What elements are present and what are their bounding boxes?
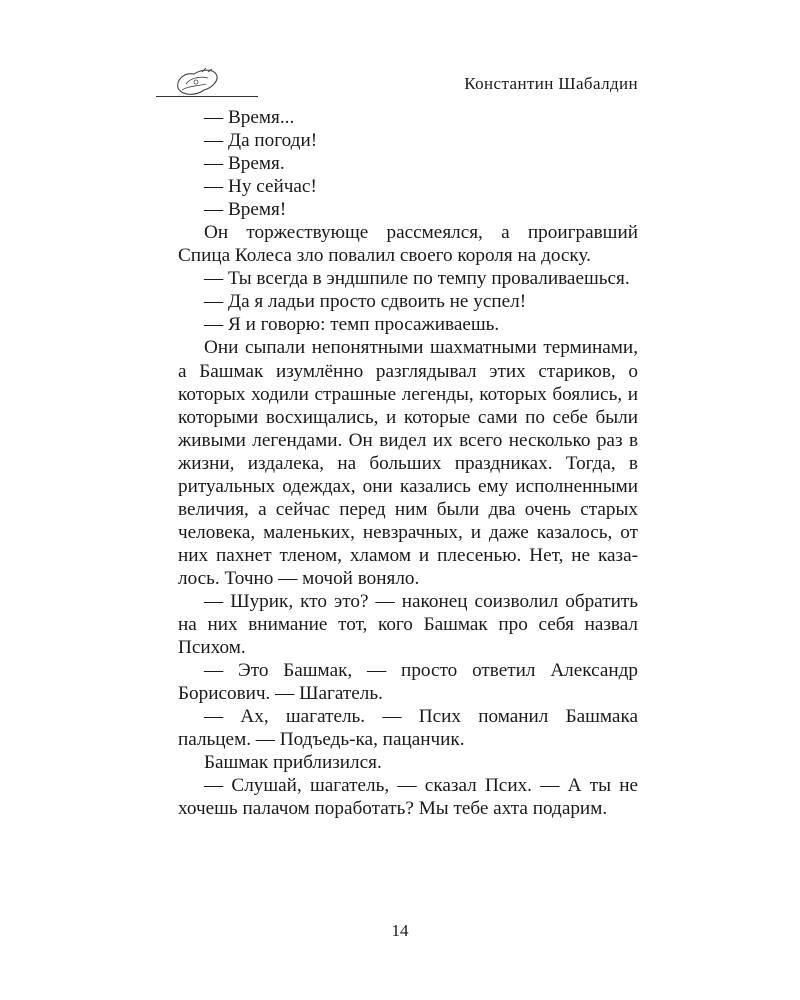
paragraph: — Да я ладьи просто сдвоить не успел!: [204, 291, 527, 313]
publisher-logo-icon: [172, 66, 222, 100]
paragraph: — Шурик, кто это? — наконец соизволил обратить на них внимание тот, кого Башмак про себя назвал Психом.: [178, 590, 638, 659]
paragraph: Он торжествующе рассмеялся, а проигравший Спица Колеса зло повалил своего короля на доску.: [178, 222, 638, 267]
paragraph: — Время...: [204, 107, 295, 128]
paragraph: Башмак приблизился.: [204, 752, 382, 774]
paragraph: — Да погоди!: [204, 130, 318, 152]
paragraph: — Ты всегда в эндшпиле по темпу проваливаешься.: [204, 268, 630, 290]
header-rule: [156, 96, 258, 97]
paragraph: — Я и говорю: темп просаживаешь.: [204, 314, 500, 336]
paragraph: — Это Башмак, — просто ответил Александр Борисович. — Шагатель.: [178, 660, 638, 705]
paragraph: Они сыпали непонятными шахматными терминами, а Башмак изумлённо разглядывал этих стариков, о которых ходили страшные легенды, которых боялись, и которыми восхищались, и которые сами по себе были живыми легендами. Он видел их всего несколько раз в жизни, издалека, на больших праздниках. Тогда, в ритуальных одеждах, они казались ему исполненными величия, а сейчас перед ним были два очень старых человека, маленьких, невзрачных, и даже казалось, от них пахнет тленом, хламом и плесенью. Нет, не казалось. Точно — мочой воняло.: [178, 337, 638, 589]
paragraph: — Ну сейчас!: [204, 176, 317, 198]
paragraph: — Время.: [204, 153, 285, 175]
page-number: 14: [391, 921, 409, 940]
running-head-author: Константин Шабалдин: [464, 74, 638, 93]
body-text: [178, 106, 638, 820]
paragraph: — Слушай, шагатель, — сказал Псих. — А ты не хочешь палачом поработать? Мы тебе ахта подарим.: [178, 775, 638, 820]
paragraph: — Ах, шагатель. — Псих поманил Башмака пальцем. — Подъедь-ка, пацанчик.: [178, 706, 638, 751]
paragraph: — Время!: [204, 199, 287, 221]
